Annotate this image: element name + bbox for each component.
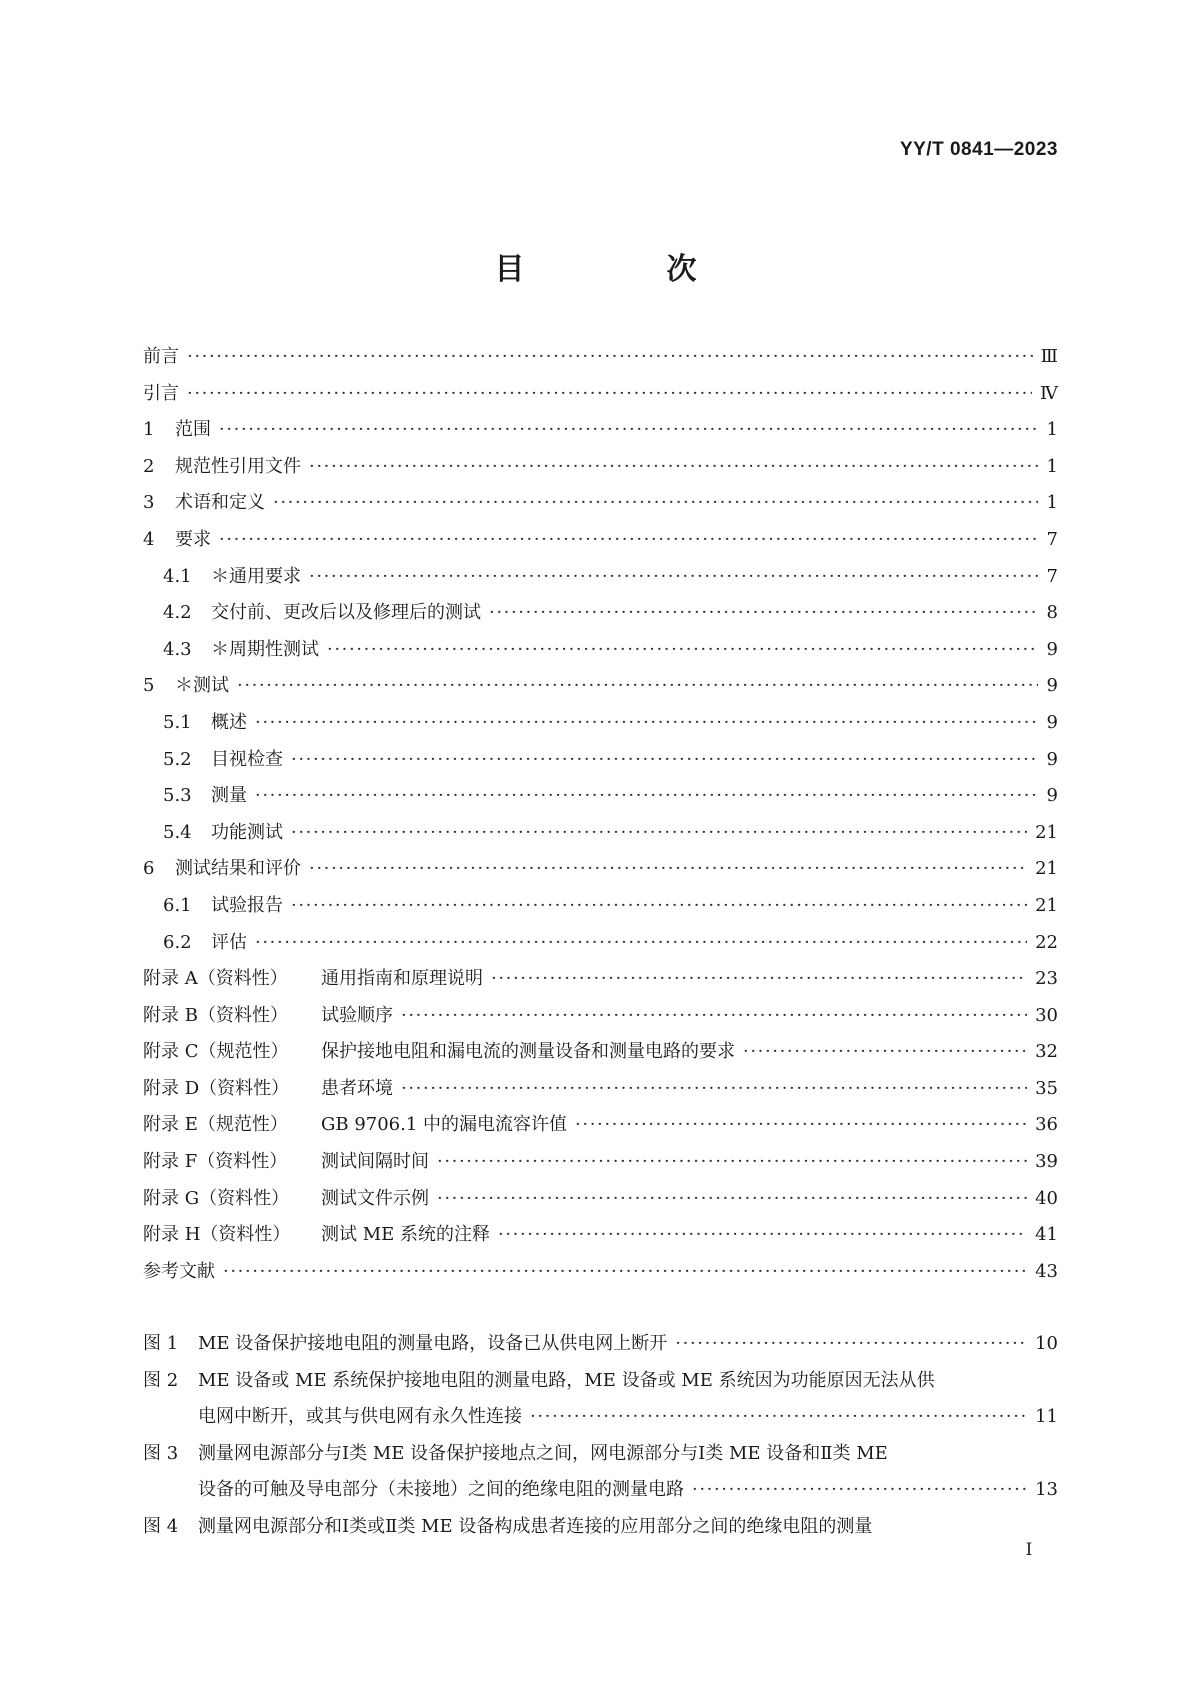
leader-dots bbox=[309, 559, 1038, 596]
toc-label: 功能测试 bbox=[211, 821, 283, 843]
leader-dots bbox=[489, 595, 1038, 632]
toc-label: 测量 bbox=[211, 785, 247, 807]
figure-title-cont: 电网中断开，或其与供电网有永久性连接 bbox=[198, 1406, 522, 1428]
toc-number: 6.2 bbox=[163, 931, 192, 953]
toc-page: 9 bbox=[1046, 638, 1058, 660]
toc-page: Ⅲ bbox=[1040, 346, 1058, 367]
annex-page: 30 bbox=[1035, 1004, 1058, 1026]
figure-page: 10 bbox=[1035, 1333, 1058, 1354]
leader-dots bbox=[255, 705, 1038, 742]
toc-entry[interactable] bbox=[143, 888, 1058, 925]
figure-label: 图 1 bbox=[143, 1333, 179, 1354]
toc-page: 22 bbox=[1035, 931, 1058, 953]
toc-entry[interactable] bbox=[143, 668, 1058, 705]
toc-number: 5.2 bbox=[163, 748, 192, 770]
annex-title: 测试 ME 系统的注释 bbox=[321, 1224, 491, 1246]
annex-title: 测试文件示例 bbox=[321, 1187, 429, 1209]
leader-dots bbox=[692, 1472, 1027, 1509]
leader-dots bbox=[187, 376, 1032, 413]
toc-page: 9 bbox=[1046, 785, 1058, 807]
leader-dots bbox=[223, 1254, 1027, 1291]
toc-page: 1 bbox=[1046, 419, 1058, 441]
toc-label: 评估 bbox=[211, 931, 247, 953]
annex-title: 通用指南和原理说明 bbox=[321, 968, 483, 990]
toc-page: 1 bbox=[1046, 492, 1058, 514]
figure-entry[interactable] bbox=[143, 1509, 1058, 1546]
leader-dots bbox=[437, 1144, 1027, 1181]
annex-title: 保护接地电阻和漏电流的测量设备和测量电路的要求 bbox=[321, 1041, 735, 1063]
toc-page: 8 bbox=[1046, 602, 1058, 624]
figure-title: ME 设备或 ME 系统保护接地电阻的测量电路，ME 设备或 ME 系统因为功能原因无法从供 bbox=[198, 1369, 935, 1391]
leader-dots bbox=[291, 888, 1027, 925]
leader-dots bbox=[187, 339, 1033, 376]
annex-page: 41 bbox=[1035, 1224, 1058, 1246]
annex-entry[interactable] bbox=[143, 1107, 1058, 1144]
toc-entry[interactable] bbox=[143, 925, 1058, 962]
leader-dots bbox=[291, 742, 1038, 779]
leader-dots bbox=[273, 485, 1038, 522]
leader-dots bbox=[401, 1071, 1027, 1108]
toc-page: 9 bbox=[1046, 748, 1058, 770]
annex-page: 36 bbox=[1035, 1114, 1058, 1136]
figure-title-cont: 设备的可触及导电部分（未接地）之间的绝缘电阻的测量电路 bbox=[198, 1479, 684, 1501]
leader-dots bbox=[401, 998, 1027, 1035]
figure-entry[interactable] bbox=[143, 1326, 1058, 1363]
toc-number: 4 bbox=[143, 528, 155, 550]
table-of-contents bbox=[143, 339, 1058, 1290]
leader-dots bbox=[530, 1399, 1027, 1436]
toc-entry[interactable] bbox=[143, 522, 1058, 559]
references-entry[interactable] bbox=[143, 1254, 1058, 1291]
page-number: I bbox=[1025, 1540, 1033, 1560]
toc-number: 6.1 bbox=[163, 894, 192, 916]
toc-number: 2 bbox=[143, 455, 155, 477]
annex-page: 23 bbox=[1035, 968, 1058, 990]
annex-label: 附录 F（资料性） bbox=[143, 1151, 288, 1173]
toc-label: ＊测试 bbox=[175, 675, 229, 697]
toc-number: 5.3 bbox=[163, 785, 192, 807]
leader-dots bbox=[255, 925, 1027, 962]
toc-number: 5.4 bbox=[163, 821, 192, 843]
toc-label: 引言 bbox=[143, 382, 179, 404]
toc-page: 21 bbox=[1035, 894, 1058, 916]
toc-entry[interactable] bbox=[143, 851, 1058, 888]
toc-entry[interactable] bbox=[143, 595, 1058, 632]
annex-entry[interactable] bbox=[143, 1181, 1058, 1218]
toc-page: 7 bbox=[1046, 528, 1058, 550]
annex-title: 患者环境 bbox=[321, 1077, 393, 1099]
annex-entry[interactable] bbox=[143, 998, 1058, 1035]
annex-page: 39 bbox=[1035, 1151, 1058, 1173]
figure-entry[interactable] bbox=[143, 1363, 1058, 1400]
toc-entry[interactable] bbox=[143, 632, 1058, 669]
leader-dots bbox=[219, 522, 1038, 559]
annex-label: 附录 A（资料性） bbox=[143, 968, 288, 990]
leader-dots bbox=[675, 1326, 1027, 1363]
annex-entry[interactable] bbox=[143, 1217, 1058, 1254]
toc-entry[interactable] bbox=[143, 449, 1058, 486]
toc-number: 4.3 bbox=[163, 638, 192, 660]
toc-label: 术语和定义 bbox=[175, 492, 265, 514]
standard-code: YY/T 0841—2023 bbox=[899, 139, 1058, 160]
annex-page: 32 bbox=[1035, 1041, 1058, 1063]
references-page: 43 bbox=[1035, 1260, 1058, 1282]
leader-dots bbox=[291, 815, 1027, 852]
annex-entry[interactable] bbox=[143, 961, 1058, 998]
toc-entry[interactable] bbox=[143, 559, 1058, 596]
figure-title: ME 设备保护接地电阻的测量电路，设备已从供电网上断开 bbox=[198, 1333, 668, 1354]
toc-number: 1 bbox=[143, 419, 155, 441]
leader-dots bbox=[255, 778, 1038, 815]
toc-label: ＊通用要求 bbox=[211, 565, 301, 587]
leader-dots bbox=[498, 1217, 1027, 1254]
toc-entry[interactable] bbox=[143, 778, 1058, 815]
annex-entry[interactable] bbox=[143, 1071, 1058, 1108]
leader-dots bbox=[327, 632, 1038, 669]
annex-entry[interactable] bbox=[143, 1144, 1058, 1181]
figure-title: 测量网电源部分和Ⅰ类或Ⅱ类 ME 设备构成患者连接的应用部分之间的绝缘电阻的测量 bbox=[198, 1515, 873, 1537]
annex-label: 附录 E（规范性） bbox=[143, 1114, 288, 1136]
references-label: 参考文献 bbox=[143, 1260, 215, 1282]
toc-number: 3 bbox=[143, 492, 155, 514]
toc-label: ＊周期性测试 bbox=[211, 638, 319, 660]
annex-label: 附录 H（资料性） bbox=[143, 1224, 291, 1246]
list-of-figures bbox=[143, 1326, 1058, 1546]
annex-label: 附录 C（规范性） bbox=[143, 1041, 289, 1063]
figure-label: 图 3 bbox=[143, 1442, 179, 1464]
toc-label: 概述 bbox=[211, 711, 247, 733]
toc-number: 4.1 bbox=[163, 565, 192, 587]
leader-dots bbox=[309, 851, 1027, 888]
figure-page: 13 bbox=[1035, 1479, 1058, 1501]
figure-entry-continuation[interactable] bbox=[143, 1472, 1058, 1509]
toc-page: 1 bbox=[1046, 455, 1058, 477]
annex-page: 40 bbox=[1035, 1187, 1058, 1209]
toc-page: 21 bbox=[1035, 858, 1058, 880]
leader-dots bbox=[743, 1034, 1027, 1071]
toc-entry[interactable] bbox=[143, 485, 1058, 522]
annex-label: 附录 D（资料性） bbox=[143, 1077, 290, 1099]
toc-label: 规范性引用文件 bbox=[175, 455, 301, 477]
figure-label: 图 4 bbox=[143, 1515, 179, 1537]
toc-label: 要求 bbox=[175, 528, 211, 550]
page-title: 目 次 bbox=[494, 252, 753, 287]
toc-label: 前言 bbox=[143, 346, 179, 367]
toc-number: 4.2 bbox=[163, 602, 192, 624]
annex-title: 试验顺序 bbox=[321, 1004, 393, 1026]
annex-title: 测试间隔时间 bbox=[321, 1151, 429, 1173]
leader-dots bbox=[491, 961, 1027, 998]
toc-number: 6 bbox=[143, 858, 155, 880]
toc-entry[interactable] bbox=[143, 376, 1058, 413]
toc-page: 7 bbox=[1046, 565, 1058, 587]
leader-dots bbox=[309, 449, 1038, 486]
toc-entry[interactable] bbox=[143, 742, 1058, 779]
toc-number: 5.1 bbox=[163, 711, 192, 733]
annex-entry[interactable] bbox=[143, 1034, 1058, 1071]
annex-label: 附录 G（资料性） bbox=[143, 1187, 290, 1209]
leader-dots bbox=[219, 412, 1038, 449]
annex-label: 附录 B（资料性） bbox=[143, 1004, 288, 1026]
toc-entry[interactable] bbox=[143, 815, 1058, 852]
toc-page: 9 bbox=[1046, 675, 1058, 697]
toc-entry[interactable] bbox=[143, 412, 1058, 449]
toc-entry[interactable] bbox=[143, 705, 1058, 742]
toc-page: 9 bbox=[1046, 711, 1058, 733]
annex-page: 35 bbox=[1035, 1077, 1058, 1099]
toc-entry[interactable] bbox=[143, 339, 1058, 376]
toc-page: 21 bbox=[1035, 821, 1058, 843]
toc-label: 目视检查 bbox=[211, 748, 283, 770]
toc-label: 试验报告 bbox=[211, 894, 283, 916]
figure-title: 测量网电源部分与Ⅰ类 ME 设备保护接地点之间，网电源部分与Ⅰ类 ME 设备和Ⅱ类 ME bbox=[198, 1442, 888, 1464]
toc-page: Ⅳ bbox=[1040, 382, 1058, 404]
figure-page: 11 bbox=[1035, 1406, 1058, 1428]
figure-entry[interactable] bbox=[143, 1436, 1058, 1473]
leader-dots bbox=[237, 668, 1038, 705]
annex-title: GB 9706.1 中的漏电流容许值 bbox=[321, 1114, 568, 1136]
figure-entry-continuation[interactable] bbox=[143, 1399, 1058, 1436]
toc-number: 5 bbox=[143, 675, 155, 697]
toc-label: 范围 bbox=[175, 419, 211, 441]
leader-dots bbox=[437, 1181, 1027, 1218]
toc-label: 测试结果和评价 bbox=[175, 858, 301, 880]
leader-dots bbox=[575, 1107, 1027, 1144]
toc-label: 交付前、更改后以及修理后的测试 bbox=[211, 602, 481, 624]
figure-label: 图 2 bbox=[143, 1369, 179, 1391]
